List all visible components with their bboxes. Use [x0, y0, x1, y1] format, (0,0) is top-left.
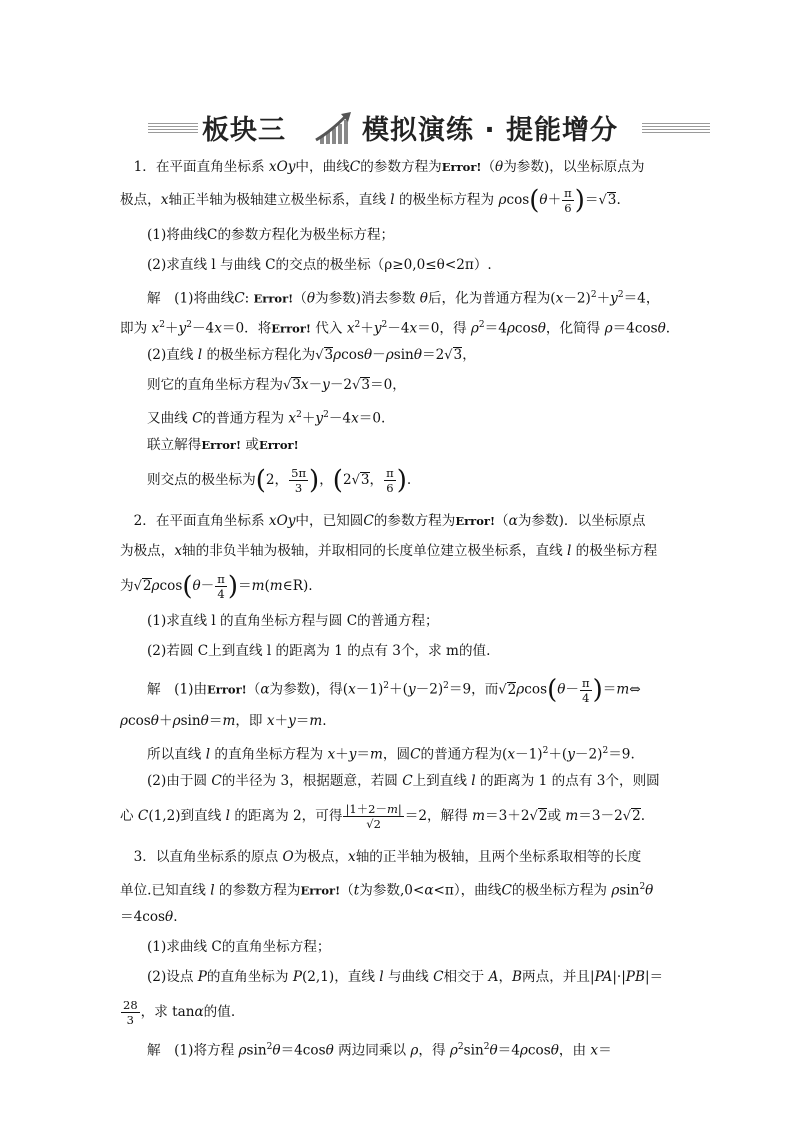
p2-s2: ρcosθ＋ρsinθ＝m，即 x＋y＝m. [120, 713, 327, 729]
p1-s1: 解 (1)将曲线C: Error!（θ为参数)消去参数 θ后，化为普通方程为$(x-2)^2+y^2=4$， [147, 290, 660, 307]
p2-s5: 心 C(1,2)到直线 l 的距离为 2，可得 $\frac{|1+2-m|}{√2}$ ＝2，解得 m＝3＋2√2或 m＝3－2√2. [120, 802, 646, 831]
p2-s3: 所以直线 l 的直角坐标方程为 x＋y＝m，圆C的普通方程为$(x-1)^2+(y-2)^2=9$. [147, 746, 635, 763]
p2-line2: 为极点，x轴的非负半轴为极轴，并取相同的长度单位建立极坐标系，直线 l 的极坐标方程 [120, 543, 658, 559]
p1-s7: 则交点的极坐标为(2， $\frac{5\pi}{3}$ )，(2√3， $\frac{\pi}{6}$ ). [147, 465, 412, 496]
p3-line2: 单位.已知直线 l 的参数方程为Error!（t为参数,0<α<π），曲线C的极坐标方程为 ρsin$^2$θ [120, 882, 654, 899]
rising-arrow-bar-chart-icon [314, 110, 356, 146]
p2-q2: (2)若圆 C上到直线 l 的距离为 1 的点有 3个，求 m的值. [147, 643, 491, 659]
p2-q1: (1)求直线 l 的直角坐标方程与圆 C的普通方程； [147, 613, 439, 629]
p1-q1: (1)将曲线C的参数方程化为极坐标方程； [147, 227, 395, 243]
document-body [120, 152, 676, 1062]
p3-line3: ＝4cosθ. [120, 909, 178, 925]
p1-line1: 1．在平面直角坐标系 xOy中，曲线C的参数方程为Error!（θ为参数)，以坐标原点为 [120, 159, 645, 175]
p1-q2: (2)求直线 l 与曲线 C的交点的极坐标（ρ≥0,0≤θ<2π）. [147, 257, 492, 273]
p1-s4: 则它的直角坐标方程为√3x－y－2√3＝0， [147, 377, 406, 393]
p3-line1: 3．以直角坐标系的原点 O为极点，x轴的正半轴为极轴，且两个坐标系取相等的长度 [120, 849, 642, 865]
p3-q2: (2)设点 P的直角坐标为 P(2,1)，直线 l 与曲线 C相交于 A，B两点，并且|PA|·|PB|＝ [147, 969, 664, 985]
banner-title-left: 板块三 [202, 115, 286, 146]
p3-q3: $\frac{28}{3}$ ，求 tanα的值. [123, 998, 236, 1027]
p1-s2: 即为 $x^2+y^2-4x=0$．将Error! 代入 $x^2+y^2-4x=0$，得 $\rho^2=4\rho\cos\theta$，化简得 ρ＝4cosθ. [120, 320, 671, 337]
banner-right-stripes [642, 121, 710, 133]
banner-title-right: 模拟演练 · 提能增分 [362, 115, 619, 146]
p1-s6: 联立解得Error! 或Error! [147, 437, 299, 453]
p1-s5: 又曲线 C的普通方程为 $x^2+y^2-4x=0$. [147, 410, 386, 427]
p3-s1: 解 (1)将方程 ρsin$^2$θ＝4cosθ 两边同乘以 ρ，得 $\rho^2\sin^2\theta=4\rho\cos\theta$，由 x＝ [147, 1042, 612, 1059]
p3-q1: (1)求曲线 C的直角坐标方程； [147, 939, 331, 955]
p2-line3: 为√2ρcos(θ－ $\frac{\pi}{4}$ )＝m(m∈R). [120, 571, 313, 602]
p1-line2: 极点，x轴正半轴为极轴建立极坐标系，直线 l 的极坐标方程为 ρcos(θ＋ $\frac{\pi}{6}$ )＝√3. [120, 185, 621, 216]
p2-s1: 解 (1)由Error!（α为参数)，得$(x-1)^2+(y-2)^2=9$，而√2ρcos(θ－ $\frac{\pi}{4}$ )＝m⇔ [147, 675, 641, 706]
p2-s4: (2)由于圆 C的半径为 3，根据题意，若圆 C上到直线 l 的距离为 1 的点有 3个，则圆 [147, 773, 660, 789]
p2-line1: 2．在平面直角坐标系 xOy中，已知圆C的参数方程为Error!（α为参数)．以坐标原点 [120, 513, 646, 529]
p1-s3: (2)直线 l 的极坐标方程化为√3ρcosθ－ρsinθ＝2√3， [147, 347, 476, 363]
banner-left-stripes [148, 121, 198, 133]
section-banner [148, 106, 710, 150]
